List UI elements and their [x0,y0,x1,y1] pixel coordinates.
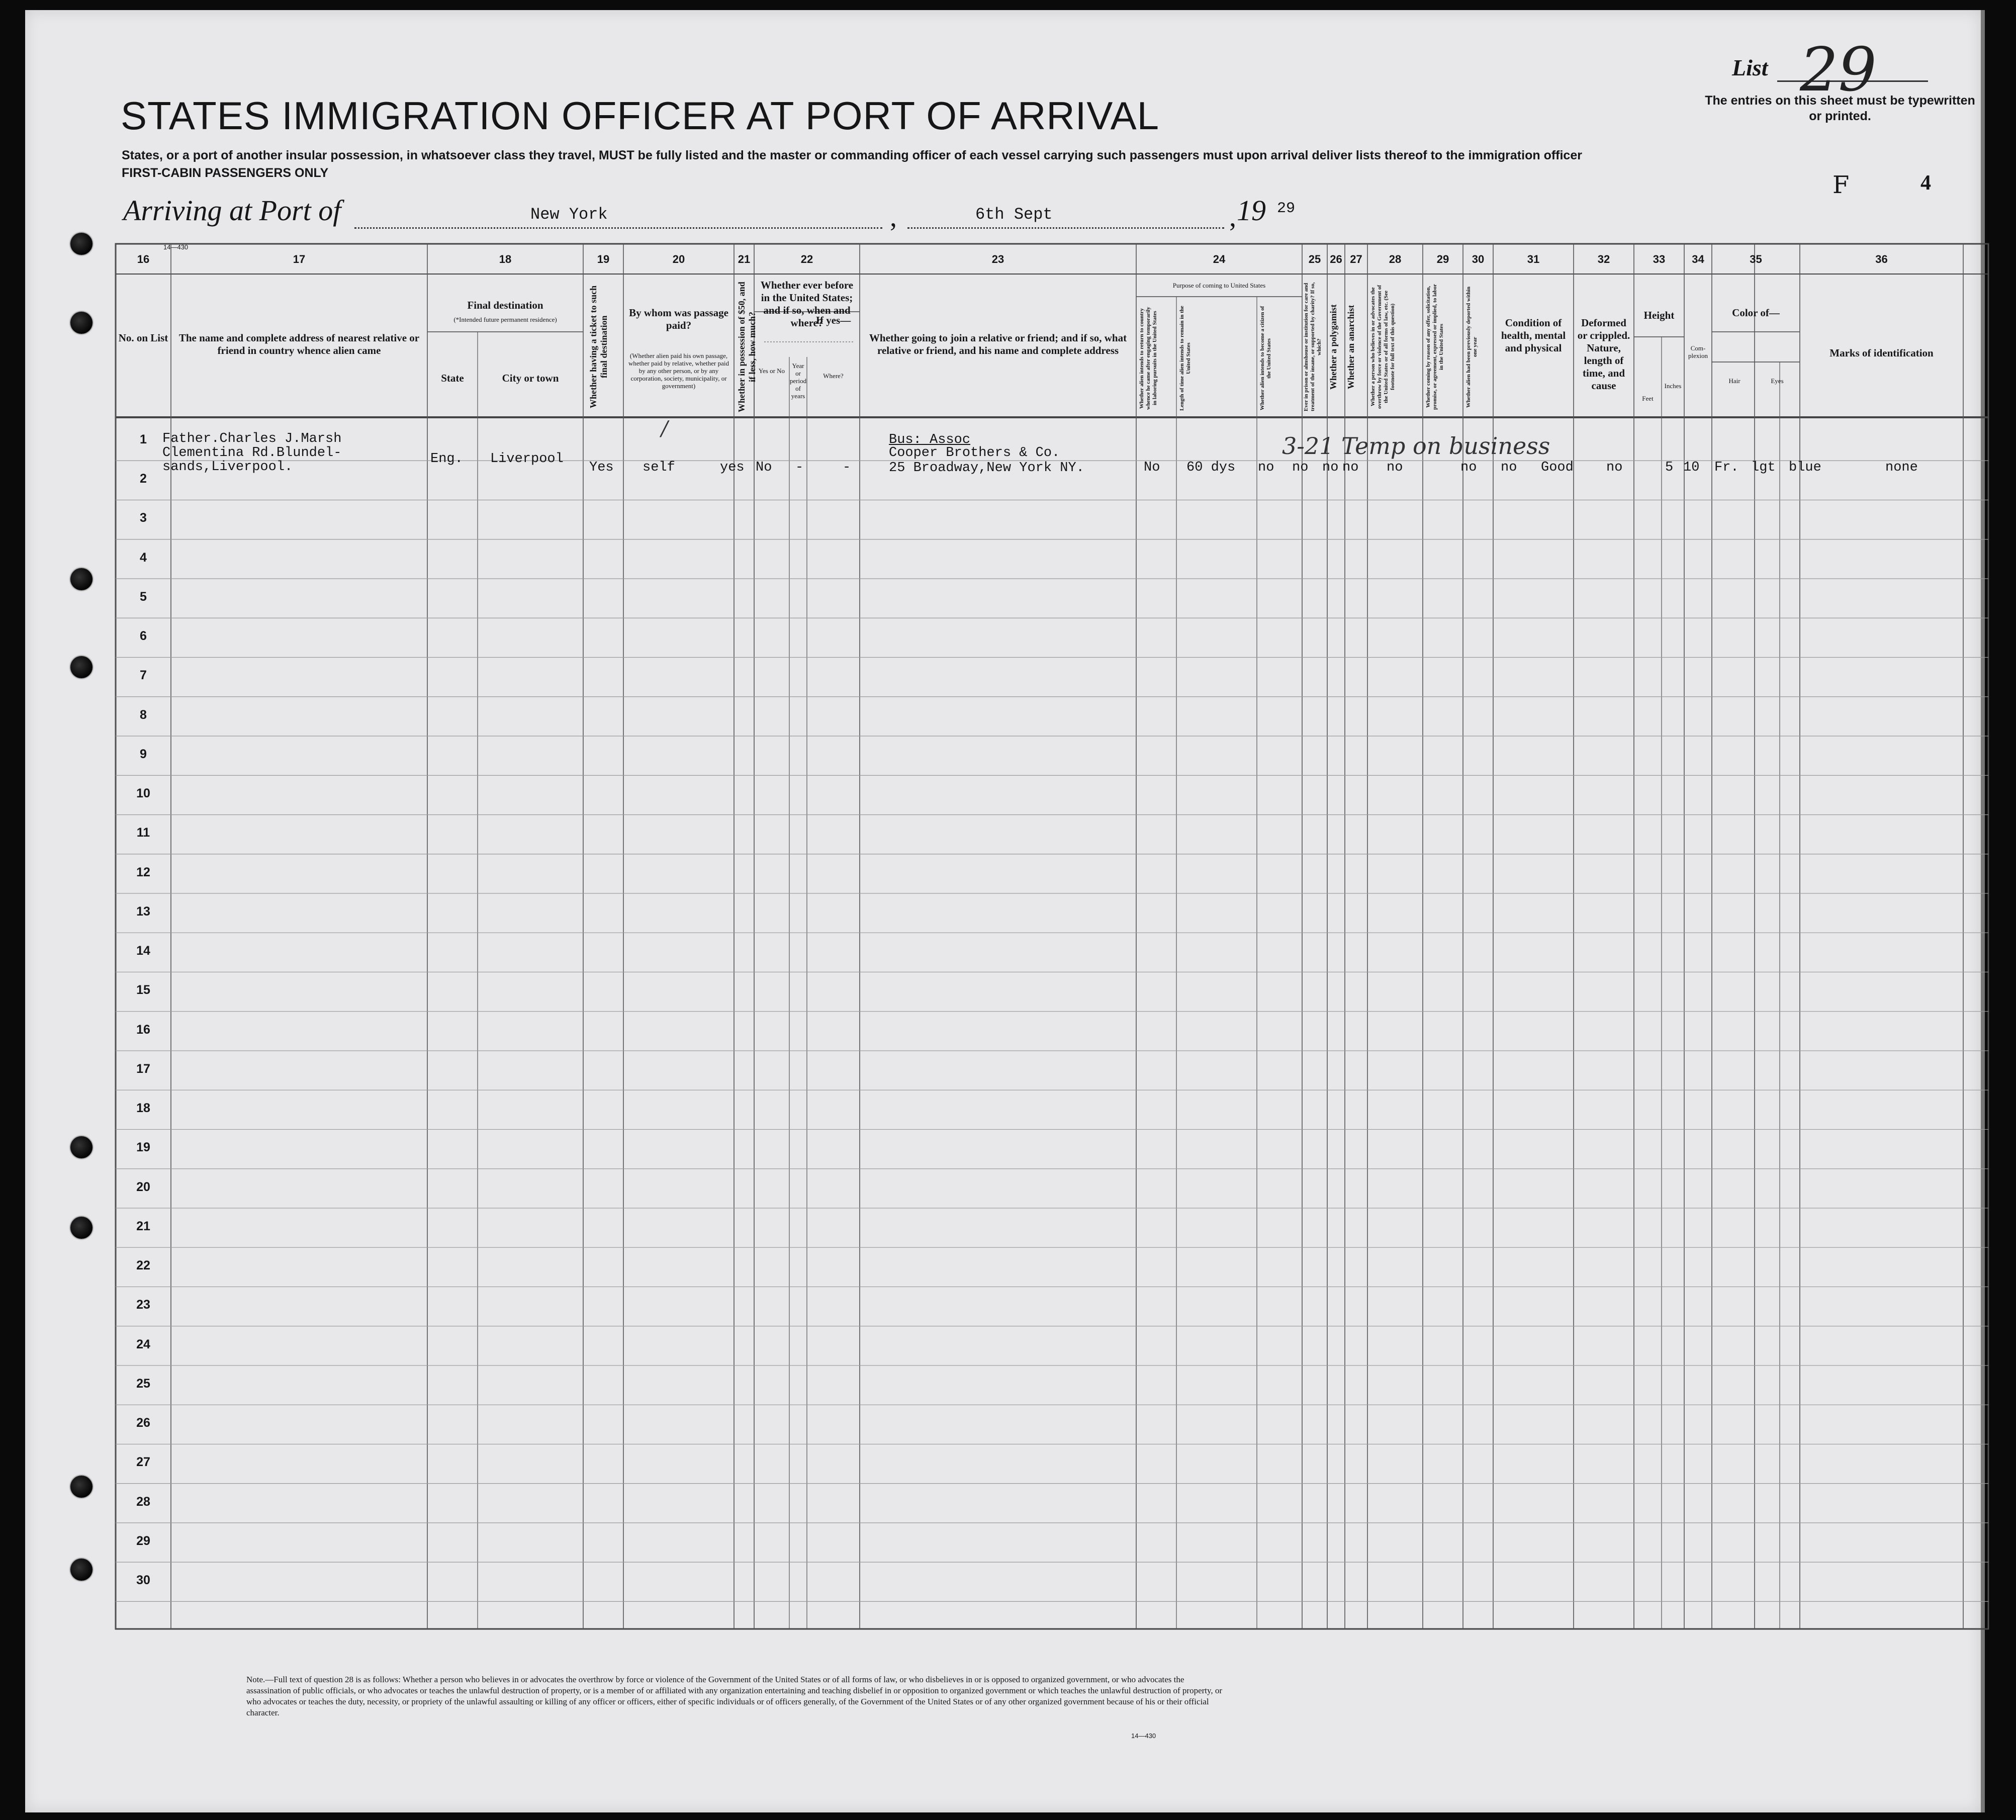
header-passage-note: (Whether alien paid his own passage, whether paid by relative, whether paid by any other person, or by any corporation, society, municipality, or government) [628,352,729,390]
column-number: 34 [1692,253,1704,265]
row-number: 4 [140,550,147,565]
header-class: FIRST-CABIN PASSENGERS ONLY [122,166,329,180]
arrival-port: New York [530,205,608,224]
joining-line-1: Bus: Assoc [889,432,971,447]
height-inches: 10 [1683,460,1700,475]
dest-state: Eng. [430,451,463,467]
column-number: 36 [1875,253,1888,265]
footnote: Note.—Full text of question 28 is as follows: Whether a person who believes in or advocates the overthrow by force or violence of the Government of the United States or of all forms of law, or who disbelieves in or is opposed to organized government, or who advocates the assassination of public officials, or who advocates or teaches the unlawful destruction of property, or is a member of or affiliated with any organization entertaining and teaching disbelief in or opposition to organized government or which teaches the unlawful destruction of property, or who advocates or teaches the duty, necessity, or propriety of the unlawful assaulting or killing of any officer or officers, either of specific individuals or of officers generally, of the Government of the United States or of any other organized government because of his or their official character. [246,1675,1223,1717]
column-number: 29 [1436,253,1449,265]
row-number: 27 [136,1455,150,1470]
relative-name: Father.Charles J.Marsh [162,431,342,446]
before-in-us: No [756,460,772,475]
punch-hole [70,1559,93,1581]
column-number: 25 [1308,253,1321,265]
where-value: - [843,460,851,475]
document-title: STATES IMMIGRATION OFFICER AT PORT OF ARRIVAL [121,94,1160,138]
row-number: 11 [136,826,150,840]
passage-paid: self [643,460,675,475]
row-number: 14 [136,944,150,958]
header-deformed: Deformed or crippled. Nature, length of time, and cause [1577,317,1630,392]
comma: , [890,202,897,233]
header-passage-paid: By whom was passage paid? [629,307,728,331]
year-period: - [795,460,804,475]
header-purpose: Purpose of coming to United States [1172,282,1266,289]
header-joining-relative: Whether going to join a relative or friend; and if so, what relative or friend, and his name and complete address [869,332,1127,356]
header-polygamist: Whether a polygamist [1328,304,1338,390]
header-hair: Hair [1728,377,1740,385]
header-destination-note: (*Intended future permanent residence) [453,316,557,323]
header-inches: Inches [1664,382,1682,390]
header-purpose-return: Whether alien intends to return to country whence he came after engaging temporarily in laboring pursuits in the United States [1139,307,1158,410]
deformed-value: no [1606,460,1623,475]
row-number: 23 [136,1298,150,1312]
column-number: 28 [1389,253,1402,265]
header-before-in-us: Whether ever before in the United States; and if so, when and where? [760,279,854,329]
year-suffix: 29 [1277,200,1296,217]
header-height: Height [1643,309,1675,321]
punch-hole [70,233,93,255]
row-number: 3 [140,511,147,525]
possession-50: yes [720,460,745,475]
deported-value: no [1501,460,1517,475]
row-number: 2 [140,472,147,486]
q25-value: no [1292,460,1309,475]
page-number: 4 [1920,171,1931,195]
column-number: 26 [1330,253,1342,265]
header-prison: Ever in prison or almshouse or institution for care and treatment of the insane, or supported by charity? If so, which? [1303,282,1322,412]
header-citizen-intent: Whether alien intends to become a citizen of the United States [1259,306,1272,411]
row-number: 18 [136,1101,150,1116]
hair-value: lgt [1751,460,1776,475]
column-number: 31 [1527,253,1540,265]
dest-city: Liverpool [490,451,564,467]
row-number: 15 [136,983,150,997]
column-number: 24 [1213,253,1226,265]
form-code-footer: 14—430 [1131,1732,1156,1740]
column-number: 17 [293,253,306,265]
row-number: 8 [140,707,147,722]
q28-value: no [1387,460,1403,475]
punch-hole [70,568,93,590]
row-number: 22 [136,1258,150,1273]
row-number: 19 [136,1140,150,1155]
row-number: 16 [136,1022,150,1037]
column-number: 21 [738,253,751,265]
header-where: Where? [823,372,844,380]
header-health: Condition of health, mental and physical [1501,317,1566,354]
header-complexion: Com-plexion [1688,344,1708,359]
ticket-value: Yes [589,460,614,475]
column-number: 35 [1750,253,1762,265]
header-ticket: Whether having a ticket to such final destination [588,285,609,409]
header-q29: Whether coming by reason of any offer, solicitation, promise, or agreement, expressed or implied, to labor in the United States [1425,284,1444,410]
row-number: 12 [136,865,150,879]
punch-hole [70,312,93,334]
row-number: 6 [140,629,147,644]
header-anarchist: Whether an anarchist [1346,305,1356,389]
column-number: 27 [1350,253,1362,265]
column-number: 22 [800,253,813,265]
height-feet: 5 [1665,460,1674,475]
column-number: 32 [1597,253,1610,265]
joining-line-2: Cooper Brothers & Co. [889,445,1060,461]
header-deported: Whether alien had been previously deported within one year [1465,286,1478,408]
header-no-on-list: No. on List [118,332,168,344]
punch-hole [70,1476,93,1498]
row-number: 24 [136,1337,150,1351]
relative-address-1: Clementina Rd.Blundel- [162,445,342,461]
punch-hole [70,1136,93,1158]
handwritten-annotation: 3-21 Temp on business [1282,432,1550,460]
column-number: 19 [597,253,610,265]
joining-line-3: 25 Broadway,New York NY. [889,461,1084,476]
row-number: 10 [136,786,150,801]
comma: , [1229,202,1236,233]
column-number: 33 [1653,253,1666,265]
header-feet: Feet [1642,395,1654,402]
complexion-value: Fr. [1714,460,1739,475]
row-number: 20 [136,1179,150,1194]
citizen-intent: no [1258,460,1274,475]
handwritten-check: / [661,417,668,440]
row-number: 13 [136,904,150,919]
row-number: 29 [136,1533,150,1548]
header-color-of: Color of— [1732,307,1780,319]
arrival-date: 6th Sept [975,205,1053,224]
typewritten-note: The entries on this sheet must be typewritten or printed. [1705,94,1975,123]
eyes-value: blue [1789,460,1821,475]
header-eyes: Eyes [1771,377,1784,385]
row-number: 30 [136,1573,150,1588]
marks-value: none [1885,460,1918,475]
column-number: 16 [137,253,150,265]
polygamist-value: no [1322,460,1339,475]
q29-value: no [1460,460,1477,475]
table-grid [25,10,1981,1812]
length-of-stay: 60 dys [1186,460,1236,475]
health-value: Good [1541,460,1574,475]
form-code: 14—430 [163,243,189,251]
row-number: 5 [140,589,147,604]
column-number: 23 [991,253,1004,265]
header-stay-length: Length of time alien intends to remain in the United States [1179,306,1192,411]
column-number: 30 [1472,253,1485,265]
year-prefix: 19 [1237,194,1266,227]
purpose-return: No [1144,460,1160,475]
header-year-period: Year or period of years [789,362,807,400]
header-if-yes: If yes— [815,314,851,326]
manifest-sheet [25,10,1985,1812]
row-number: 21 [136,1219,150,1233]
header-state: State [441,372,464,384]
row-number: 26 [136,1416,150,1430]
header-nearest-relative: The name and complete address of nearest relative or friend in country whence alien came [178,332,420,356]
row-number: 7 [140,668,147,683]
header-instructions: States, or a port of another insular possession, in whatsoever class they travel, MUST be fully listed and the master or commanding officer of each vessel carrying such passengers must upon arrival deliver lists thereof to the immigration officer [122,148,1582,162]
header-city: City or town [502,372,559,384]
column-number: 20 [672,253,685,265]
anarchist-value: no [1342,460,1359,475]
header-final-destination: Final destination [467,299,543,311]
punch-hole [70,656,93,678]
arriving-label: Arriving at Port of [123,194,341,227]
row-number: 9 [140,747,147,761]
row-number: 1 [140,432,147,446]
f-mark: F [1832,171,1850,199]
header-q28: Whether a person who believes in or advocates the overthrow by force or violence of the Government of the United States or of all forms of law, etc. (See footnote for full text of this question) [1370,285,1396,409]
row-number: 25 [136,1376,150,1391]
header-possession: Whether in possession of $50, and if less, how much? [737,282,757,412]
row-number: 28 [136,1494,150,1509]
list-label: List [1732,55,1768,80]
list-number: 29 [1800,35,1877,105]
column-number: 18 [499,253,512,265]
row-number: 17 [136,1061,150,1076]
header-marks: Marks of identification [1829,347,1934,359]
punch-hole [70,1217,93,1239]
relative-address-2: sands,Liverpool. [162,460,293,475]
header-yes-no: Yes or No [758,367,785,375]
